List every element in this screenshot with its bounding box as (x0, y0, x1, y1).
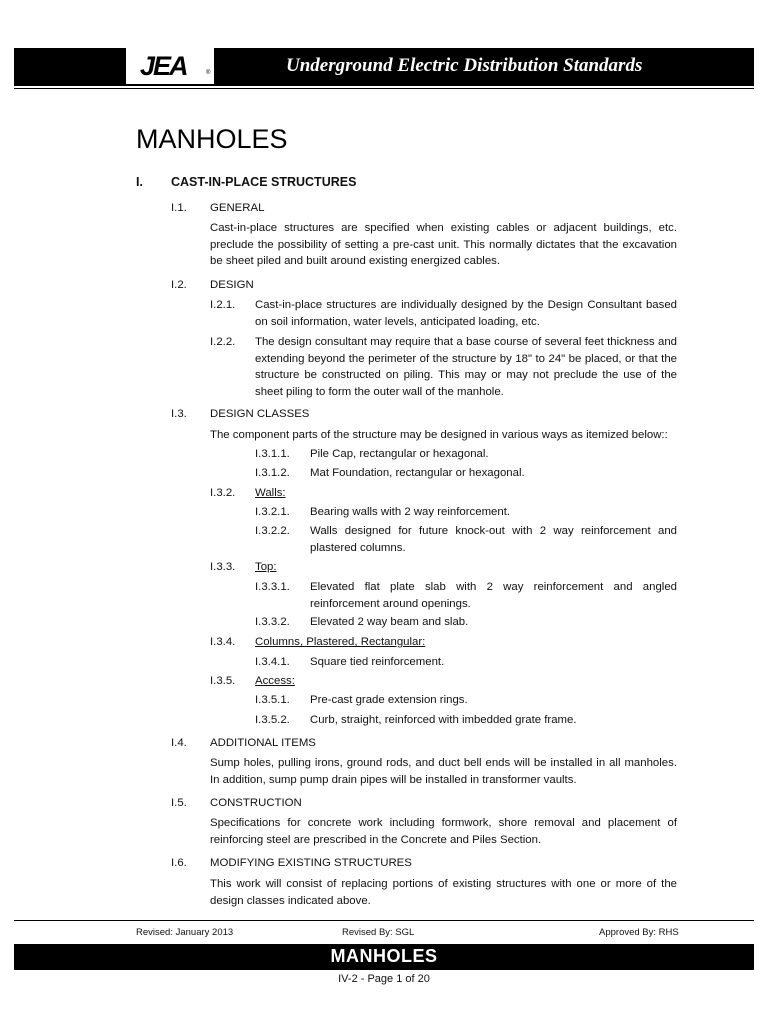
s1-text: Cast-in-place structures are specified when existing cables or adjacent buildings, etc. preclude the possibility of setting a pre-cast unit. This normally dictates that the excavation be sheet piled and built around existing energized cables. (210, 222, 677, 267)
s3-access-title: Access: (255, 675, 295, 687)
logo-registered-mark: ® (206, 70, 211, 76)
s3-top-item1-number: I.3.3.1. (255, 581, 290, 593)
s3-walls-item1-text: Bearing walls with 2 way reinforcement. (310, 506, 511, 518)
footer-revised-by: Revised By: SGL (342, 927, 415, 938)
section-number: I. (136, 175, 143, 189)
header-title: Underground Electric Distribution Standards (286, 55, 643, 76)
footer-title: MANHOLES (330, 946, 438, 966)
s3-walls-item2-number: I.3.2.2. (255, 525, 290, 537)
s3-columns-item1-number: I.3.4.1. (255, 656, 290, 668)
s6-title: MODIFYING EXISTING STRUCTURES (210, 857, 412, 869)
s5-number: I.5. (171, 797, 187, 809)
s3-top-item2-text: Elevated 2 way beam and slab. (310, 616, 469, 628)
s6-text: This work will consist of replacing portions of existing structures with one or more of the design classes indicated above. (210, 878, 677, 907)
s3-walls-title: Walls: (255, 487, 286, 499)
s3-access-item2-text: Curb, straight, reinforced with imbedded grate frame. (310, 714, 577, 726)
section-title: CAST-IN-PLACE STRUCTURES (171, 175, 357, 189)
page-title: MANHOLES (136, 124, 288, 154)
s3-number: I.3. (171, 408, 187, 420)
s3-access-item1-number: I.3.5.1. (255, 694, 290, 706)
s3-title: DESIGN CLASSES (210, 408, 310, 420)
footer-bar (14, 944, 754, 970)
s3-access-number: I.3.5. (210, 675, 236, 687)
s3-top-item2-number: I.3.3.2. (255, 616, 290, 628)
s2-item1-number: I.2.1. (210, 299, 236, 311)
s3-walls-item1-number: I.3.2.1. (255, 506, 290, 518)
s1-title: GENERAL (210, 202, 265, 214)
page-header (14, 48, 754, 86)
s3-walls-item2-text: Walls designed for future knock-out with 2 way reinforcement and plastered columns. (310, 525, 677, 554)
s3-top-title: Top: (255, 561, 277, 573)
s2-item1-text: Cast-in-place structures are individually designed by the Design Consultant based on soil information, water levels, anticipated loading, etc. (255, 299, 677, 328)
s4-title: ADDITIONAL ITEMS (210, 737, 316, 749)
footer-rule (14, 920, 754, 921)
s3-columns-title: Columns, Plastered, Rectangular: (255, 636, 426, 648)
s3-base-item1-number: I.3.1.1. (255, 448, 290, 460)
s1-number: I.1. (171, 202, 187, 214)
s6-number: I.6. (171, 857, 187, 869)
logo-text: JEA (140, 51, 187, 81)
footer-approved-by: Approved By: RHS (599, 927, 679, 938)
s3-top-item1-text: Elevated flat plate slab with 2 way reinforcement and angled reinforcement around openings. (310, 581, 677, 610)
s5-title: CONSTRUCTION (210, 797, 302, 809)
s3-base-item2-text: Mat Foundation, rectangular or hexagonal. (310, 467, 525, 479)
s3-access-item1-text: Pre-cast grade extension rings. (310, 694, 468, 706)
footer-page-number: IV-2 - Page 1 of 20 (338, 973, 430, 985)
s3-base-item1-text: Pile Cap, rectangular or hexagonal. (310, 448, 489, 460)
s3-intro: The component parts of the structure may be designed in various ways as itemized below:: (210, 429, 668, 441)
s5-text: Specifications for concrete work including formwork, shore removal and placement of reinforcing steel are prescribed in the Concrete and Piles Section. (210, 817, 677, 846)
s3-access-item2-number: I.3.5.2. (255, 714, 290, 726)
s3-walls-number: I.3.2. (210, 487, 236, 499)
s4-text: Sump holes, pulling irons, ground rods, and duct bell ends will be installed in all manholes. In addition, sump pump drain pipes will be installed in transformer vaults. (210, 757, 677, 786)
jea-logo (126, 48, 214, 84)
s4-number: I.4. (171, 737, 187, 749)
s2-title: DESIGN (210, 279, 254, 291)
header-rule (14, 88, 754, 89)
s2-number: I.2. (171, 279, 187, 291)
s3-base-item2-number: I.3.1.2. (255, 467, 290, 479)
s2-item2-number: I.2.2. (210, 336, 236, 348)
s3-top-number: I.3.3. (210, 561, 236, 573)
s3-columns-item1-text: Square tied reinforcement. (310, 656, 445, 668)
s2-item2-text: The design consultant may require that a base course of several feet thickness and extending beyond the perimeter of the structure by 18" to 24" be placed, or that the structure be constructed on piling. This may or may not preclude the use of the sheet piling to form the outer wall of the manhole. (255, 336, 677, 398)
footer-revised-date: Revised: January 2013 (136, 927, 234, 938)
s3-columns-number: I.3.4. (210, 636, 236, 648)
